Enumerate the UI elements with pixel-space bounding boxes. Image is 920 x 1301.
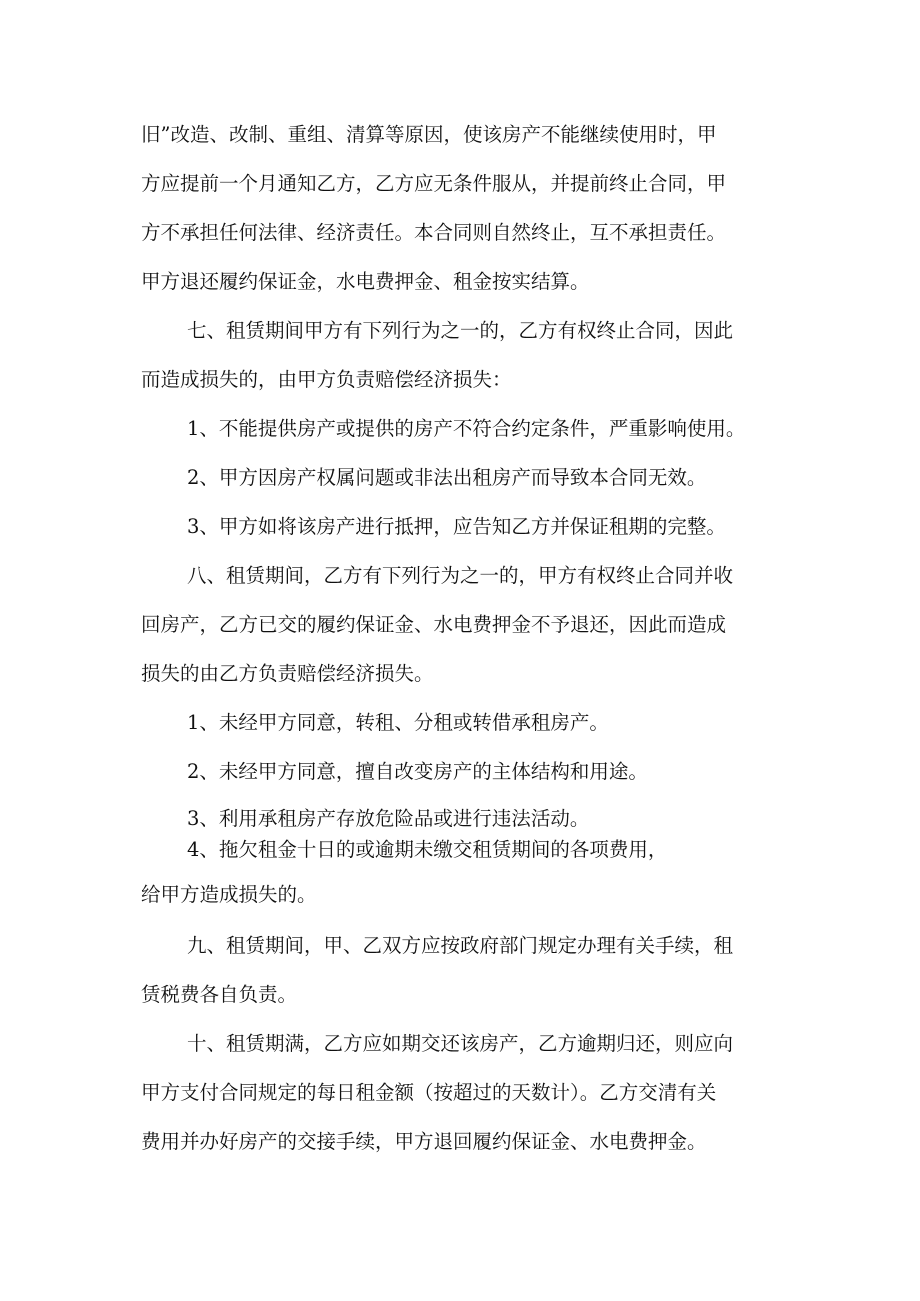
text-line: 十、租赁期满，乙方应如期交还该房产，乙方逾期归还，则应向: [187, 1032, 734, 1055]
text-line: 方应提前一个月通知乙方，乙方应无条件服从，并提前终止合同，甲: [141, 172, 727, 195]
text-line: 九、租赁期间，甲、乙双方应按政府部门规定办理有关手续，租: [187, 934, 734, 957]
text-line: 2、未经甲方同意，擅自改变房产的主体结构和用途。: [187, 760, 648, 783]
text-line: 1、不能提供房产或提供的房产不符合约定条件，严重影响使用。: [187, 417, 746, 440]
text-line: 回房产，乙方已交的履约保证金、水电费押金不予退还，因此而造成: [141, 613, 727, 636]
text-line: 3、甲方如将该房产进行抵押，应告知乙方并保证租期的完整。: [187, 515, 726, 538]
text-line: 而造成损失的，由甲方负责赔偿经济损失：: [141, 368, 512, 391]
text-line: 八、租赁期间，乙方有下列行为之一的，甲方有权终止合同并收: [187, 564, 734, 587]
text-line: 4、拖欠租金十日的或逾期未缴交租赁期间的各项费用，: [187, 838, 668, 861]
text-line: 损失的由乙方负责赔偿经济损失。: [141, 662, 434, 685]
text-line: 甲方支付合同规定的每日租金额（按超过的天数计）。乙方交清有关: [141, 1081, 717, 1104]
text-line: 1、未经甲方同意，转租、分租或转借承租房产。: [187, 711, 609, 734]
text-line: 给甲方造成损失的。: [141, 883, 317, 906]
text-line: 甲方退还履约保证金，水电费押金、租金按实结算。: [141, 270, 590, 293]
text-line: 旧”改造、改制、重组、清算等原因，使该房产不能继续使用时，甲: [141, 123, 717, 146]
text-line: 3、利用承租房产存放危险品或进行违法活动。: [187, 807, 590, 830]
text-line: 方不承担任何法律、经济责任。本合同则自然终止，互不承担责任。: [141, 221, 727, 244]
text-line: 赁税费各自负责。: [141, 983, 298, 1006]
text-line: 2、甲方因房产权属问题或非法出租房产而导致本合同无效。: [187, 466, 707, 489]
text-line: 费用并办好房产的交接手续，甲方退回履约保证金、水电费押金。: [141, 1130, 707, 1153]
text-line: 七、租赁期间甲方有下列行为之一的，乙方有权终止合同，因此: [187, 319, 734, 342]
